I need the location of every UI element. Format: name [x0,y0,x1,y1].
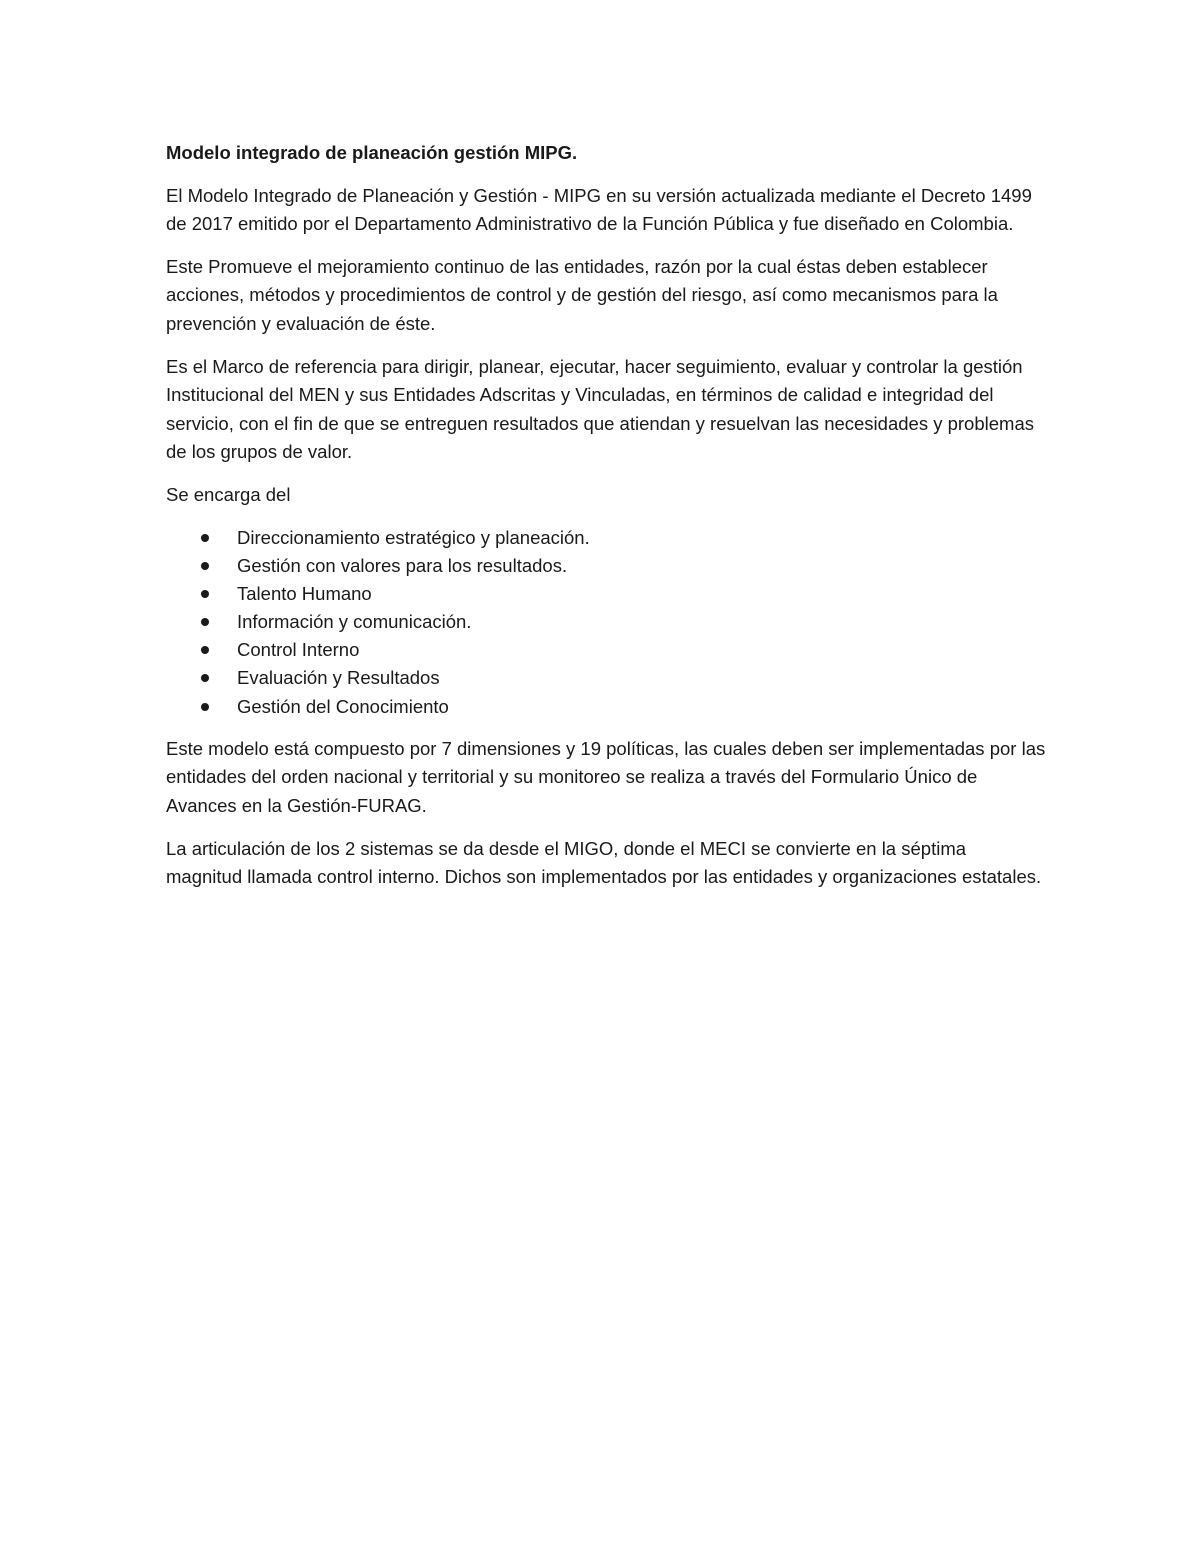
list-item-text: Talento Humano [237,582,372,604]
list-item-text: Direccionamiento estratégico y planeación. [237,526,590,548]
paragraph-intro: El Modelo Integrado de Planeación y Gestión - MIPG en su versión actualizada mediante el Decreto 1499 de 2017 emitido por el Departamento Administrativo de la Función Pública y fue diseñado en Colombia. [166,184,1032,235]
list-item-text: Evaluación y Resultados [237,667,440,689]
bullet-icon [201,534,209,542]
bullet-icon [201,618,209,626]
document-body [166,139,1046,906]
document-title: Modelo integrado de planeación gestión MIPG. [166,142,578,163]
paragraph-dimensions: Este modelo está compuesto por 7 dimensiones y 19 políticas, las cuales deben ser implementadas por las entidades del orden nacional y territorial y su monitoreo se realiza a través del Formulario Único de Avances en la Gestión-FURAG. [166,737,1046,817]
list-item [166,636,1046,664]
paragraph-promotes: Este Promueve el mejoramiento continuo de las entidades, razón por la cual éstas deben establecer acciones, métodos y procedimientos de control y de gestión del riesgo, así como mecanismos para la prevención y evaluación de éste. [166,255,998,334]
paragraph-framework: Es el Marco de referencia para dirigir, planear, ejecutar, hacer seguimiento, evaluar y controlar la gestión Institucional del MEN y sus Entidades Adscritas y Vinculadas, en términos de calidad e integridad del servicio, con el fin de que se entreguen resultados que atiendan y resuelvan las necesidades y problemas de los grupos de valor. [166,355,1034,463]
list-item [166,664,1046,692]
responsibilities-list [166,524,1046,721]
bullet-icon [201,646,209,654]
paragraph-articulation: La articulación de los 2 sistemas se da desde el MIGO, donde el MECI se convierte en la séptima magnitud llamada control interno. Dichos son implementados por las entidades y organizaciones estatales. [166,837,1042,888]
list-item [166,524,1046,552]
list-item [166,693,1046,721]
bullet-icon [201,703,209,711]
list-item-text: Gestión con valores para los resultados. [237,554,568,576]
list-item [166,580,1046,608]
list-item-text: Gestión del Conocimiento [237,695,449,717]
bullet-icon [201,674,209,682]
bullet-icon [201,590,209,598]
bullet-icon [201,562,209,570]
list-item-text: Información y comunicación. [237,611,472,633]
list-item [166,552,1046,580]
list-item-text: Control Interno [237,639,360,661]
list-item [166,608,1046,636]
paragraph-responsibilities-intro: Se encarga del [166,483,291,505]
